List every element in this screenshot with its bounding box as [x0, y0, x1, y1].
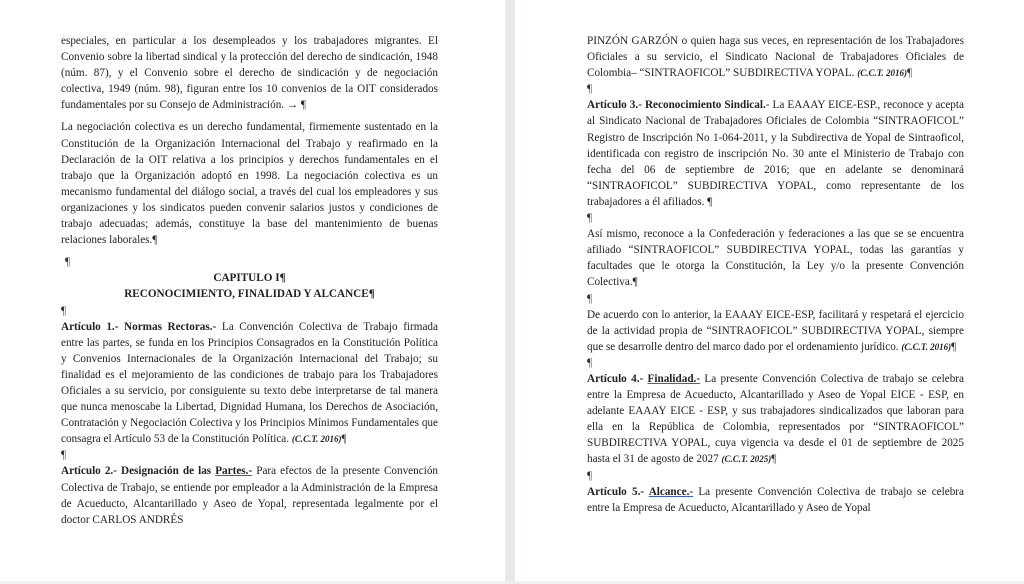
article-2: [61, 463, 438, 527]
paragraph-oit-conventions: especiales, en particular a los desempleados y los trabajadores migrantes. El Convenio sobre la libertad sindical y la protección del derecho de sindicación, 1948 (núm. 87), y el Convenio sobre el derecho de sindicación y de negociación colectiva, 1949 (núm. 98), figuran entre los 10 convenios de la OIT considerados fundamentales por su Consejo de Administración. → ¶: [61, 35, 438, 112]
article-4-heading-underlined: Finalidad.-: [647, 372, 701, 385]
article-4-body: La presente Convención Colectiva de trabajo se celebra entre la Empresa de Acueducto, Alcantarillado y Aseo de Yopal EICE - ESP, en adelante EAAAY EICE - ESP, y sus trabajadores sindicalizados que laboran para ella en la República de Colombia, representados por “SINTRAOFICOL” SUBDIRECTIVA YOPAL, cuya vigencia va desde el 01 de septiembre de 2025 hasta el 31 de agosto de 2027: [587, 372, 964, 466]
article-3-heading: Artículo 3.- Reconocimiento Sindical.: [587, 99, 766, 112]
pilcrow: ¶: [587, 83, 593, 96]
document-page-left[interactable]: [0, 0, 505, 581]
paragraph-collective-bargaining: La negociación colectiva es un derecho fundamental, firmemente sustentado en la Constitución de la Organización Internacional del Trabajo y reafirmado en la Declaración de la OIT relativa a los principios y derechos fundamentales en el trabajo que la Organización adoptó en 1998. La negociación colectiva es un mecanismo fundamental del diálogo social, a través del cual los empleadores y sus organizaciones y los sindicatos pueden convenir salarios justos y condiciones de trabajo adecuadas; además, constituye la base del mantenimiento de buenas relaciones laborales.¶: [61, 121, 438, 247]
page-text-column: [587, 33, 964, 516]
pilcrow: ¶: [906, 67, 913, 80]
chapter-subtitle: RECONOCIMIENTO, FINALIDAD Y ALCANCE¶: [124, 288, 375, 301]
article-2-body: Para efectos de la presente Convención Colectiva de Trabajo, se entiende por empleador a la Administración de la Empresa de Acueducto, Alcantarillado y Aseo de Yopal, representada legalmente por el doctor CARLOS ANDRÉS: [61, 465, 439, 526]
article-2-heading-underlined: Partes.-: [215, 465, 253, 478]
article-4: [587, 371, 964, 468]
pilcrow: ¶: [61, 449, 67, 462]
empty-paragraph-mark: [587, 291, 964, 307]
page-text-column: [61, 33, 438, 528]
article-2-heading: Artículo 2.- Designación de las: [61, 465, 216, 478]
article-1-body: La Convención Colectiva de Trabajo firmada entre las partes, se funda en los Principios Consagrados en la Constitución Política y Convenios Internacionales de la Organización Internacional del Trabajo; su finalidad es el mejoramiento de las condiciones de trabajo para los Trabajadores Oficiales a su servicio, por consiguiente su texto debe interpretarse de tal manera que nunca menoscabe la Libertad, Dignidad Humana, los Derechos de Asociación, Contratación y Negociación Colectiva y los Principios Mínimos Fundamentales que consagra el Artículo 53 de la Constitución Política.: [61, 320, 438, 446]
paragraph-confederation: Así mismo, reconoce a la Confederación y federaciones a las que se se encuentra afiliado “SINTRAOFICOL” SUBDIRECTIVA YOPAL, todas las garantías y facultades que le otorga la Constitución, la Ley y/o la presente Convención Colectiva.¶: [587, 228, 964, 289]
article-1-citation: (C.C.T. 2016): [291, 434, 342, 445]
article-4-heading: Artículo 4.-: [587, 372, 648, 385]
empty-paragraph-mark: [587, 355, 964, 371]
paragraph-activity: [587, 307, 964, 355]
paragraph-text: De acuerdo con lo anterior, la EAAAY EICE-ESP, facilitará y respetará el ejercicio de la actividad propia de “SINTRAOFICOL” SUBDIRECTIVA YOPAL, siempre que se desarrolle dentro del marco dado por el ordenamiento jurídico.: [587, 308, 964, 353]
empty-paragraph-mark: [587, 468, 964, 484]
article-1-heading: Artículo 1.- Normas Rectoras.-: [61, 320, 217, 333]
pilcrow: ¶: [341, 433, 347, 446]
citation: (C.C.T. 2016): [857, 68, 907, 79]
pilcrow: ¶: [587, 292, 593, 305]
citation: (C.C.T. 2016): [901, 341, 952, 352]
pilcrow: ¶: [61, 304, 67, 317]
article-5-heading: Artículo 5.-: [587, 485, 649, 498]
article-5: [587, 484, 964, 516]
paragraph-text: PINZÓN GARZÓN o quien haga sus veces, en representación de los Trabajadores Oficiales a su servicio, el Sindicato Nacional de Trabajadores Oficiales de Colombia– “SINTRAOFICOL” SUBDIRECTIVA YOPAL.: [587, 35, 964, 80]
pilcrow: ¶: [587, 356, 593, 369]
empty-paragraph-mark: [61, 447, 438, 463]
page-gap: [505, 0, 515, 584]
article-3: [587, 97, 964, 210]
empty-paragraph-mark: [61, 254, 438, 270]
paragraph-representation: [587, 33, 964, 81]
chapter-title: CAPITULO I¶: [213, 272, 286, 285]
pilcrow: ¶: [771, 453, 777, 466]
empty-paragraph-mark: [587, 81, 964, 97]
article-1: [61, 319, 438, 448]
pilcrow: ¶: [587, 469, 593, 482]
empty-paragraph-mark: [61, 303, 438, 319]
article-4-citation: (C.C.T. 2025): [721, 454, 772, 465]
empty-paragraph-mark: [587, 210, 964, 226]
article-5-body: La presente Convención Colectiva de trabajo se celebra entre la Empresa de Acueducto, Alcantarillado y Aseo de Yopal: [587, 485, 964, 514]
document-page-right[interactable]: [515, 0, 1024, 581]
pilcrow: ¶: [65, 256, 71, 269]
article-5-heading-underlined: Alcance.-: [648, 485, 694, 498]
pilcrow: ¶: [587, 212, 593, 225]
pilcrow: ¶: [951, 340, 957, 353]
article-3-body: - La EAAAY EICE-ESP., reconoce y acepta al Sindicato Nacional de Trabajadores Oficiales de Colombia “SINTRAOFICOL” Registro de Inscripción No 1-064-2011, y la Subdirectiva de Yopal de Sintraoficol, identificada con registro de inscripción No. 30 ante el Ministerio de Trabajo con fecha del 06 de septiembre de 2016; que en adelante se denominará “SINTRAOFICOL” SUBDIRECTIVA YOPAL, como representante de los trabajadores a él afiliados. ¶: [587, 99, 964, 208]
